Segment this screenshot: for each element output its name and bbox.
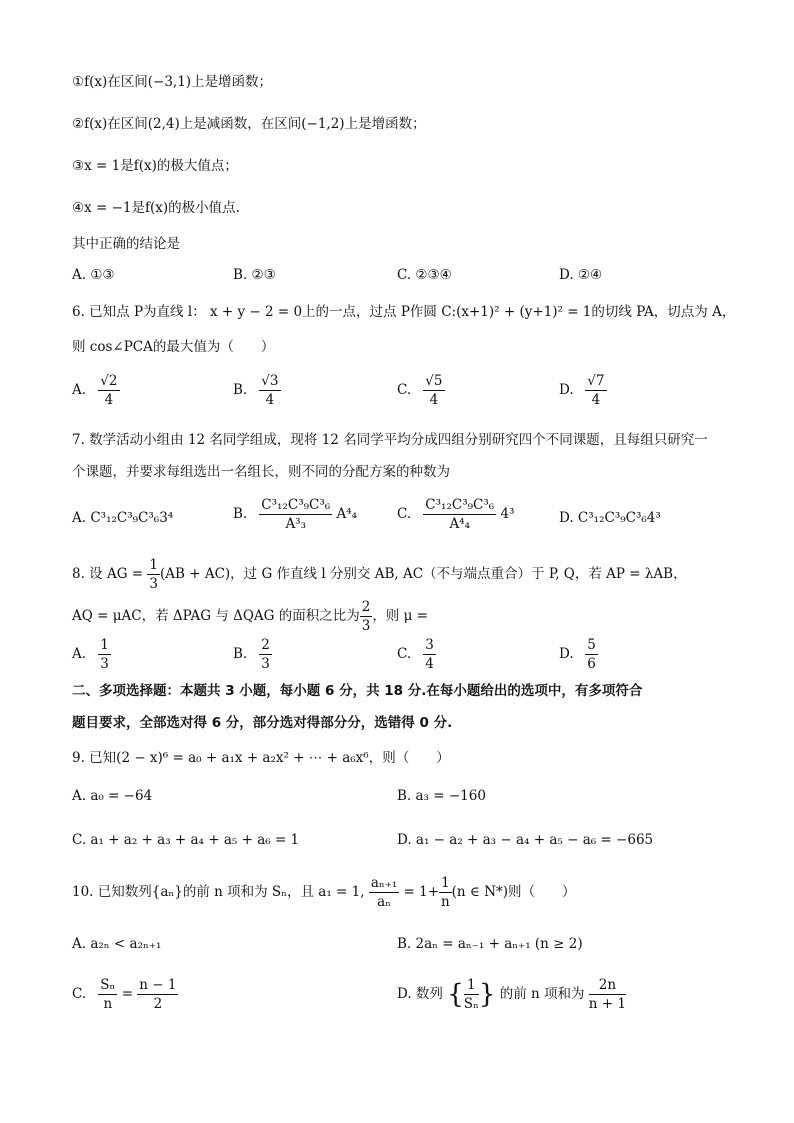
- q5-option-b: B. ②③: [233, 267, 276, 283]
- section-2-heading-line2: 题目要求，全部选对得 6 分，部分选对得部分分，选错得 0 分.: [72, 715, 453, 731]
- q10-stem-fraction-ratio: $\frac{\text{aₙ₊₁}}{\text{aₙ}}$: [370, 875, 398, 910]
- statement-3: ③x = 1是f(x)的极大值点；: [72, 158, 238, 174]
- q10-option-d: D. 数列 { $\frac{1}{\text{Sₙ}}$ } 的前 n 项和为 $\frac{2n}{n + 1}$: [397, 977, 626, 1012]
- q8-option-a-fraction: $\frac{1}{3}$: [100, 637, 109, 672]
- q8-option-d: D. $\frac{5}{6}$: [559, 637, 596, 672]
- q8-option-c: C. $\frac{3}{4}$: [397, 637, 434, 672]
- q10-option-d-inner-fraction: $\frac{1}{\text{Sₙ}}$: [463, 977, 479, 1012]
- q7-option-b: B. $\frac{\text{C³₁₂C³₉C³₆}}{\text{A³₃}}$ A⁴₄: [233, 497, 358, 532]
- q6-option-c-fraction: $\frac{√5}{4}$: [425, 373, 443, 408]
- q7-option-d: D. C³₁₂C³₉C³₆4³: [559, 510, 661, 526]
- q6-option-b-fraction: $\frac{√3}{4}$: [261, 373, 279, 408]
- q5-option-c: C. ②③④: [397, 267, 452, 283]
- q6-option-d-fraction: $\frac{√7}{4}$: [587, 373, 605, 408]
- q6-stem-line2: 则 cos∠PCA的最大值为（ ）: [72, 339, 275, 355]
- q9-option-c: C. a₁ + a₂ + a₃ + a₄ + a₅ + a₆ = 1: [72, 832, 300, 848]
- q10-stem: 10. 已知数列{aₙ}的前 n 项和为 Sₙ，且 a₁ = 1, $\frac{\text{aₙ₊₁}}{\text{aₙ}}$ = 1+ $\frac{1}{n}$ (n ∈ N*)则（ ）: [72, 875, 576, 910]
- q6-option-c: C. $\frac{√5}{4}$: [397, 373, 443, 408]
- q10-option-b: B. 2aₙ = aₙ₋₁ + aₙ₊₁ (n ≥ 2): [397, 936, 583, 952]
- statement-1: ①f(x)在区间(−3,1)上是增函数；: [72, 74, 273, 90]
- left-brace-icon: {: [447, 979, 464, 1010]
- q7-stem-line2: 个课题，并要求每组选出一名组长，则不同的分配方案的种数为: [72, 464, 450, 480]
- question-ask: 其中正确的结论是: [72, 236, 180, 252]
- q6-option-b: B. $\frac{√3}{4}$: [233, 373, 279, 408]
- q7-option-b-fraction: $\frac{\text{C³₁₂C³₉C³₆}}{\text{A³₃}}$: [261, 497, 331, 532]
- q6-stem-line1: 6. 已知点 P为直线 l： x + y − 2 = 0上的一点，过点 P作圆 C:(x+1)² + (y+1)² = 1的切线 PA，切点为 A，: [72, 304, 736, 320]
- statement-2: ②f(x)在区间(2,4)上是减函数，在区间(−1,2)上是增函数；: [72, 116, 426, 132]
- q7-option-a: A. C³₁₂C³₉C³₆3⁴: [72, 510, 174, 526]
- q8-stem-line1: 8. 设 AG = $\frac{1}{3}$ (AB + AC)，过 G 作直线 l 分别交 AB, AC（不与端点重合）于 P, Q，若 AP = λAB，: [72, 557, 687, 592]
- q10-option-a: A. a₂ₙ < a₂ₙ₊₁: [72, 936, 162, 952]
- q8-stem-fraction-2: $\frac{2}{3}$: [361, 599, 371, 634]
- q9-option-a: A. a₀ = −64: [72, 788, 153, 804]
- statement-4: ④x = −1是f(x)的极小值点.: [72, 200, 240, 216]
- q10-option-d-result-fraction: $\frac{2n}{n + 1}$: [588, 977, 626, 1012]
- q8-option-b-fraction: $\frac{2}{3}$: [261, 637, 270, 672]
- q8-stem-fraction-1: $\frac{1}{3}$: [149, 557, 158, 592]
- q8-stem-line2: AQ = μAC，若 ΔPAG 与 ΔQAG 的面积之比为 $\frac{2}{3}$ ，则 μ =: [72, 599, 428, 634]
- q8-option-d-fraction: $\frac{5}{6}$: [587, 637, 596, 672]
- q9-option-b: B. a₃ = −160: [397, 788, 486, 804]
- q7-option-c: C. $\frac{\text{C³₁₂C³₉C³₆}}{\text{A⁴₄}}$ 4³: [397, 497, 515, 532]
- q10-stem-fraction-inverse: $\frac{1}{n}$: [441, 875, 450, 910]
- q6-option-a: A. $\frac{√2}{4}$: [72, 373, 118, 408]
- q9-option-d: D. a₁ − a₂ + a₃ − a₄ + a₅ − a₆ = −665: [397, 832, 654, 848]
- q10-option-c-right-fraction: $\frac{n - 1}{2}$: [139, 977, 177, 1012]
- q5-option-a: A. ①③: [72, 267, 115, 283]
- q10-option-c-left-fraction: $\frac{\text{Sₙ}}{n}$: [100, 977, 116, 1012]
- section-2-heading-line1: 二、多项选择题：本题共 3 小题，每小题 6 分，共 18 分.在每小题给出的选项中，有多项符合: [72, 683, 643, 699]
- q7-stem-line1: 7. 数学活动小组由 12 名同学组成，现将 12 名同学平均分成四组分别研究四个不同课题，且每组只研究一: [72, 432, 708, 448]
- q7-option-c-fraction: $\frac{\text{C³₁₂C³₉C³₆}}{\text{A⁴₄}}$: [425, 497, 495, 532]
- right-brace-icon: }: [478, 979, 496, 1010]
- q10-option-c: C. $\frac{\text{Sₙ}}{n}$ = $\frac{n - 1}{2}$: [72, 977, 177, 1012]
- q8-option-c-fraction: $\frac{3}{4}$: [425, 637, 434, 672]
- q8-option-b: B. $\frac{2}{3}$: [233, 637, 270, 672]
- q6-option-a-fraction: $\frac{√2}{4}$: [100, 373, 118, 408]
- q8-option-a: A. $\frac{1}{3}$: [72, 637, 109, 672]
- q9-stem: 9. 已知(2 − x)⁶ = a₀ + a₁x + a₂x² + ⋯ + a₆x⁶，则（ ）: [72, 750, 450, 766]
- q6-option-d: D. $\frac{√7}{4}$: [559, 373, 605, 408]
- q5-option-d: D. ②④: [559, 267, 603, 283]
